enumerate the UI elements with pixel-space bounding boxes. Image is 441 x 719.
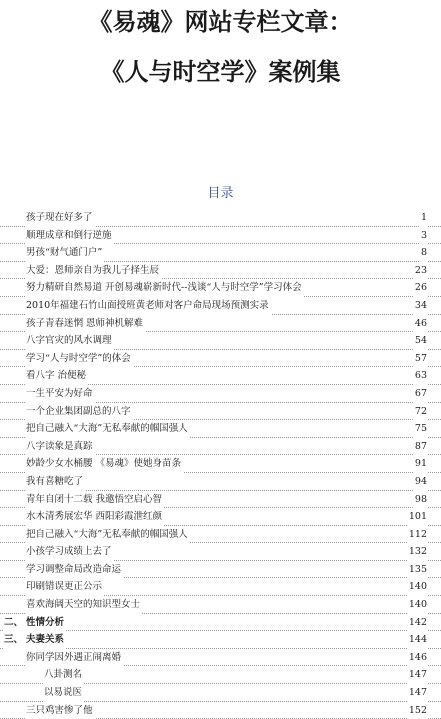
toc-entry-text: 夫妻关系 — [26, 634, 65, 646]
toc-entry[interactable] — [0, 297, 441, 315]
toc-entry-text: 印刷错误更正公示 — [26, 581, 103, 593]
toc-entry-label — [26, 227, 114, 245]
toc-entry[interactable] — [0, 649, 441, 667]
toc-entry-label — [26, 561, 123, 579]
toc-entry-label — [26, 420, 190, 438]
toc-entry-text: 你同学因外遇正闹离婚 — [26, 651, 122, 663]
toc-entry[interactable] — [0, 631, 441, 649]
toc-entry-text: 八字官灾的风水调理 — [26, 335, 112, 347]
toc-page-number: 147 — [407, 684, 427, 702]
toc-entry[interactable] — [0, 244, 441, 262]
toc-entry-label — [26, 297, 271, 315]
toc-entry-text: 水木清秀展宏华 西阳彩霞泄红颜 — [26, 511, 163, 523]
toc-entry-label — [4, 614, 66, 632]
toc-entry[interactable] — [0, 438, 441, 456]
toc-entry[interactable] — [0, 578, 441, 596]
toc-entry-label — [26, 508, 164, 526]
toc-entry[interactable] — [0, 385, 441, 403]
toc-page-number: 72 — [413, 403, 427, 421]
toc-page-number: 26 — [413, 279, 427, 297]
toc-entry-text: 看八字 治便秘 — [26, 370, 87, 382]
toc-entry-label — [44, 684, 84, 702]
toc-entry-text: 努力精研自然易道 开创易魂崭新时代--浅谈“人与时空学”学习体会 — [26, 282, 302, 294]
toc-entry-label — [26, 543, 114, 561]
toc-entry-text: 学习“人与时空学”的体会 — [26, 352, 131, 364]
toc-entry-text: 小孩学习成绩上去了 — [26, 546, 112, 558]
toc-section-number: 三、 — [4, 634, 24, 646]
toc-page-number: 67 — [413, 385, 427, 403]
toc-page-number: 46 — [413, 315, 427, 333]
toc-page-number: 23 — [413, 262, 427, 280]
toc-entry-label — [26, 279, 304, 297]
toc-page-number: 75 — [413, 420, 427, 438]
toc-page-number: 135 — [407, 561, 427, 579]
toc-entry-label — [26, 403, 133, 421]
toc-entry-text: 把自己融入“大海”无私奉献的帼国强人 — [26, 423, 188, 435]
toc-entry[interactable] — [0, 561, 441, 579]
toc-page-number: 112 — [407, 526, 427, 544]
toc-entry-label — [26, 244, 104, 262]
toc-entry[interactable] — [0, 209, 441, 227]
toc-entry-text: 喜欢海阔天空的知识型女士 — [26, 599, 141, 611]
toc-page-number: 63 — [413, 367, 427, 385]
toc-page-number: 3 — [419, 227, 427, 245]
toc-entry-text: 一个企业集团副总的八字 — [26, 405, 131, 417]
toc-page-number: 57 — [413, 350, 427, 368]
toc-entry-text: 顺理成章和倒行逆施 — [26, 229, 112, 241]
toc-page-number: 94 — [413, 473, 427, 491]
toc-entry[interactable] — [0, 596, 441, 614]
toc-page-number: 140 — [407, 578, 427, 596]
toc-entry[interactable] — [0, 526, 441, 544]
toc-entry[interactable] — [0, 702, 441, 719]
toc-entry-text: 性情分析 — [26, 616, 65, 628]
toc-page-number: 101 — [407, 508, 427, 526]
toc-entry[interactable] — [0, 508, 441, 526]
toc-entry-text: 八字读象是真踪 — [26, 440, 93, 452]
toc-entry-label — [26, 262, 161, 280]
toc-entry-text: 三只鸡害惨了他 — [26, 704, 93, 716]
toc-entry[interactable] — [0, 473, 441, 491]
toc-entry[interactable] — [0, 491, 441, 509]
toc-entry[interactable] — [0, 262, 441, 280]
toc-entry-label — [26, 315, 145, 333]
toc-page-number: 91 — [413, 455, 427, 473]
toc-page-number: 132 — [407, 543, 427, 561]
toc-entry-label — [26, 350, 133, 368]
toc-entry-text: 八卦测名 — [44, 669, 83, 681]
toc-entry-label — [26, 332, 114, 350]
toc-page-number: 144 — [407, 631, 427, 649]
toc-page-number: 34 — [413, 297, 427, 315]
toc-entry-label — [26, 455, 183, 473]
toc-page-number: 87 — [413, 438, 427, 456]
toc-entry-text: 妙龄少女水桶腰 《易魂》使她身苗条 — [26, 458, 182, 470]
toc-entry-text: 青年自闭十二载 我邀悟空启心智 — [26, 493, 163, 505]
toc-entry-label — [26, 702, 95, 719]
toc-entry-text: 大爱：恩师亲自为我儿子择生辰 — [26, 264, 160, 276]
toc-entry[interactable] — [0, 420, 441, 438]
document-title-line-1: 《易魂》网站专栏文章： — [88, 7, 353, 36]
toc-entry[interactable] — [0, 666, 441, 684]
toc-entry[interactable] — [0, 403, 441, 421]
toc-entry-label — [26, 209, 95, 227]
toc-page-number: 1 — [419, 209, 427, 227]
toc-entry[interactable] — [0, 614, 441, 632]
toc-entry-label — [26, 596, 142, 614]
toc-page-number: 54 — [413, 332, 427, 350]
toc-entry-label — [44, 666, 84, 684]
toc-entry-text: 孩子现在好多了 — [26, 212, 93, 223]
toc-entry[interactable] — [0, 315, 441, 333]
toc-entry-text: 一生平安为好命 — [26, 387, 93, 399]
toc-entry[interactable] — [0, 350, 441, 368]
table-of-contents — [0, 209, 441, 719]
toc-page-number: 146 — [407, 649, 427, 667]
toc-entry-label — [26, 385, 95, 403]
toc-entry[interactable] — [0, 684, 441, 702]
toc-entry-label — [26, 526, 190, 544]
toc-entry[interactable] — [0, 543, 441, 561]
toc-entry-text: 我有喜糖吃了 — [26, 475, 84, 487]
toc-page-number: 98 — [413, 491, 427, 509]
toc-entry[interactable] — [0, 279, 441, 297]
document-title-line-2: 《人与时空学》案例集 — [100, 57, 341, 86]
toc-entry[interactable] — [0, 332, 441, 350]
toc-entry-label — [4, 631, 66, 649]
toc-entry-text: 学习调整命局改造命运 — [26, 563, 122, 575]
toc-heading: 目录 — [207, 186, 234, 201]
toc-entry-label — [26, 491, 164, 509]
toc-entry-label — [26, 649, 123, 667]
toc-entry-label — [26, 367, 88, 385]
toc-entry-text: 男孩“财气通门户” — [26, 247, 103, 259]
toc-page-number: 140 — [407, 596, 427, 614]
toc-entry[interactable] — [0, 367, 441, 385]
toc-entry-label — [26, 438, 95, 456]
toc-page-number: 147 — [407, 666, 427, 684]
toc-entry-text: 2010年福建石竹山面授班黄老师对客户命局现场预测实录 — [26, 299, 269, 311]
toc-entry[interactable] — [0, 455, 441, 473]
toc-entry-label — [26, 473, 85, 491]
toc-page-number: 142 — [407, 614, 427, 632]
toc-entry-text: 孩子青春迷惘 恩师神机解难 — [26, 317, 144, 329]
toc-entry[interactable] — [0, 227, 441, 245]
toc-page-number: 8 — [419, 244, 427, 262]
toc-section-number: 二、 — [4, 616, 24, 628]
toc-page-number: 152 — [407, 702, 427, 719]
toc-entry-label — [26, 578, 104, 596]
toc-entry-text: 把自己融入“大海”无私奉献的帼国强人 — [26, 528, 188, 540]
toc-entry-text: 以易说医 — [44, 687, 83, 699]
